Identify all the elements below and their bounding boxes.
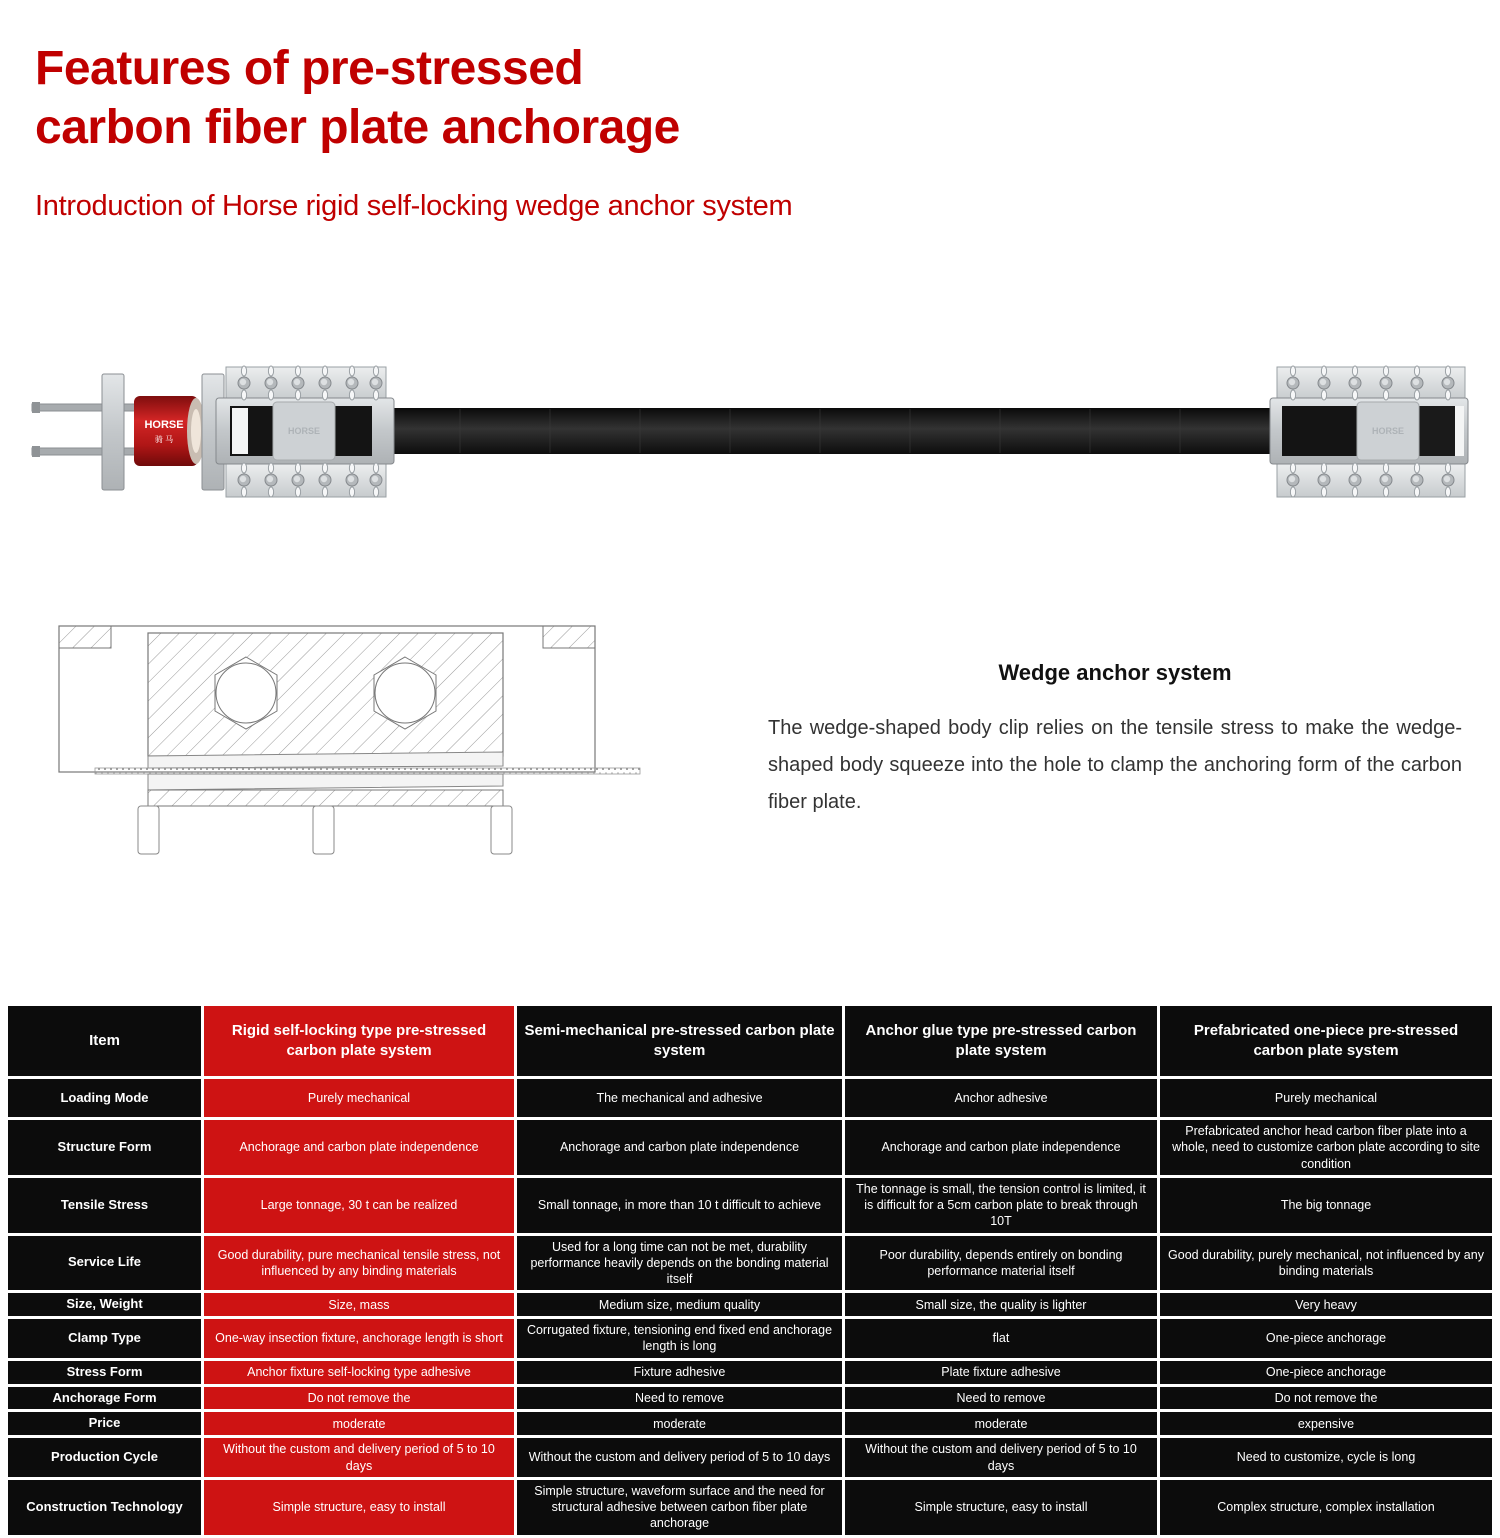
- table-cell: Poor durability, depends entirely on bonding performance material itself: [845, 1236, 1157, 1291]
- table-cell: Purely mechanical: [204, 1079, 514, 1117]
- column-header-semi-mechanical: Semi-mechanical pre-stressed carbon plate system: [517, 1006, 842, 1076]
- page-title-line1: Features of pre-stressed: [35, 42, 584, 95]
- table-cell: Size, mass: [204, 1293, 514, 1316]
- row-label: Production Cycle: [8, 1438, 201, 1477]
- right-anchorage: [1270, 366, 1468, 497]
- cross-section-illustration: [55, 610, 660, 862]
- table-cell: Need to remove: [517, 1387, 842, 1410]
- table-row: [8, 1361, 1492, 1384]
- wedge-section-heading: Wedge anchor system: [998, 660, 1232, 685]
- row-label: Stress Form: [8, 1361, 201, 1384]
- carbon-plate-section: [95, 768, 640, 774]
- table-row: [8, 1387, 1492, 1410]
- table-row: [8, 1438, 1492, 1477]
- table-row: [8, 1480, 1492, 1535]
- table-row: [8, 1412, 1492, 1435]
- column-header-anchor-glue: Anchor glue type pre-stressed carbon plate system: [845, 1006, 1157, 1076]
- row-label: Price: [8, 1412, 201, 1435]
- table-cell: One-piece anchorage: [1160, 1319, 1492, 1358]
- horse-brand-cylinder: [134, 396, 205, 466]
- table-cell: Good durability, pure mechanical tensile stress, not influenced by any binding materials: [204, 1236, 514, 1291]
- table-row: [8, 1079, 1492, 1117]
- table-cell: Do not remove the: [204, 1387, 514, 1410]
- row-label: Size, Weight: [8, 1293, 201, 1316]
- row-label: Structure Form: [8, 1120, 201, 1175]
- table-cell: moderate: [204, 1412, 514, 1435]
- clamp-emboss-label: HORSE: [287, 426, 321, 436]
- table-cell: Plate fixture adhesive: [845, 1361, 1157, 1384]
- column-header-rigid-self-locking: Rigid self-locking type pre-stressed carbon plate system: [204, 1006, 514, 1076]
- table-cell: The tonnage is small, the tension control is limited, it is difficult for a 5cm carbon plate to break through 10T: [845, 1178, 1157, 1233]
- table-cell: Corrugated fixture, tensioning end fixed end anchorage length is long: [517, 1319, 842, 1358]
- cad-drawing-cross-section: [55, 610, 660, 862]
- clamp-emboss-label: HORSE: [1371, 426, 1405, 436]
- table-cell: Without the custom and delivery period of 5 to 10 days: [517, 1438, 842, 1477]
- table-cell: Anchor adhesive: [845, 1079, 1157, 1117]
- table-cell: Small tonnage, in more than 10 t difficult to achieve: [517, 1178, 842, 1233]
- table-row: [8, 1293, 1492, 1316]
- table-cell: Fixture adhesive: [517, 1361, 842, 1384]
- table-cell: Without the custom and delivery period of 5 to 10 days: [204, 1438, 514, 1477]
- row-label: Loading Mode: [8, 1079, 201, 1117]
- table-cell: expensive: [1160, 1412, 1492, 1435]
- comparison-table-body: [8, 1079, 1492, 1535]
- comparison-table: [5, 1003, 1495, 1538]
- table-cell: Anchorage and carbon plate independence: [204, 1120, 514, 1175]
- table-cell: The big tonnage: [1160, 1178, 1492, 1233]
- carbon-fiber-plate: [385, 408, 1285, 454]
- table-cell: Anchorage and carbon plate independence: [517, 1120, 842, 1175]
- table-cell: Need to remove: [845, 1387, 1157, 1410]
- table-cell: Simple structure, easy to install: [204, 1480, 514, 1535]
- table-cell: Anchor fixture self-locking type adhesive: [204, 1361, 514, 1384]
- column-header-item: Item: [8, 1006, 201, 1076]
- table-header-row: [8, 1006, 1492, 1076]
- page-title-line2: carbon fiber plate anchorage: [35, 100, 680, 154]
- row-label: Clamp Type: [8, 1319, 201, 1358]
- table-row: [8, 1319, 1492, 1358]
- table-cell: moderate: [845, 1412, 1157, 1435]
- table-cell: flat: [845, 1319, 1157, 1358]
- table-cell: Used for a long time can not be met, durability performance heavily depends on the bonding material itself: [517, 1236, 842, 1291]
- left-anchorage: [216, 366, 394, 497]
- table-cell: Simple structure, easy to install: [845, 1480, 1157, 1535]
- table-cell: Anchorage and carbon plate independence: [845, 1120, 1157, 1175]
- brand-sub-label: 骑 马: [154, 435, 174, 444]
- table-cell: Small size, the quality is lighter: [845, 1293, 1157, 1316]
- table-row: [8, 1236, 1492, 1291]
- table-cell: One-piece anchorage: [1160, 1361, 1492, 1384]
- wedge-anchor-section: [768, 660, 1462, 821]
- table-cell: moderate: [517, 1412, 842, 1435]
- row-label: Construction Technology: [8, 1480, 201, 1535]
- table-cell: Prefabricated anchor head carbon fiber plate into a whole, need to customize carbon plate according to site condition: [1160, 1120, 1492, 1175]
- row-label: Tensile Stress: [8, 1178, 201, 1233]
- brand-label: HORSE: [144, 419, 184, 431]
- table-cell: Simple structure, waveform surface and the need for structural adhesive between carbon fiber plate anchorage: [517, 1480, 842, 1535]
- page-title: [35, 40, 680, 157]
- table-cell: Very heavy: [1160, 1293, 1492, 1316]
- table-cell: One-way insection fixture, anchorage length is short: [204, 1319, 514, 1358]
- jack-end-plate: [102, 374, 124, 490]
- table-row: [8, 1178, 1492, 1233]
- table-cell: Purely mechanical: [1160, 1079, 1492, 1117]
- page-subtitle: Introduction of Horse rigid self-locking wedge anchor system: [35, 190, 793, 222]
- row-label: Anchorage Form: [8, 1387, 201, 1410]
- column-header-prefabricated: Prefabricated one-piece pre-stressed carbon plate system: [1160, 1006, 1492, 1076]
- anchor-system-illustration: [30, 362, 1470, 502]
- row-label: Service Life: [8, 1236, 201, 1291]
- table-cell: Need to customize, cycle is long: [1160, 1438, 1492, 1477]
- table-cell: Without the custom and delivery period of 5 to 10 days: [845, 1438, 1157, 1477]
- wedge-section-body: The wedge-shaped body clip relies on the tensile stress to make the wedge-shaped body squeeze into the hole to clamp the anchoring form of the carbon fiber plate.: [768, 717, 1462, 813]
- table-cell: Medium size, medium quality: [517, 1293, 842, 1316]
- table-cell: Do not remove the: [1160, 1387, 1492, 1410]
- table-cell: Large tonnage, 30 t can be realized: [204, 1178, 514, 1233]
- table-cell: The mechanical and adhesive: [517, 1079, 842, 1117]
- table-row: [8, 1120, 1492, 1175]
- table-cell: Complex structure, complex installation: [1160, 1480, 1492, 1535]
- table-cell: Good durability, purely mechanical, not influenced by any binding materials: [1160, 1236, 1492, 1291]
- product-photo-anchor-system: [30, 362, 1470, 502]
